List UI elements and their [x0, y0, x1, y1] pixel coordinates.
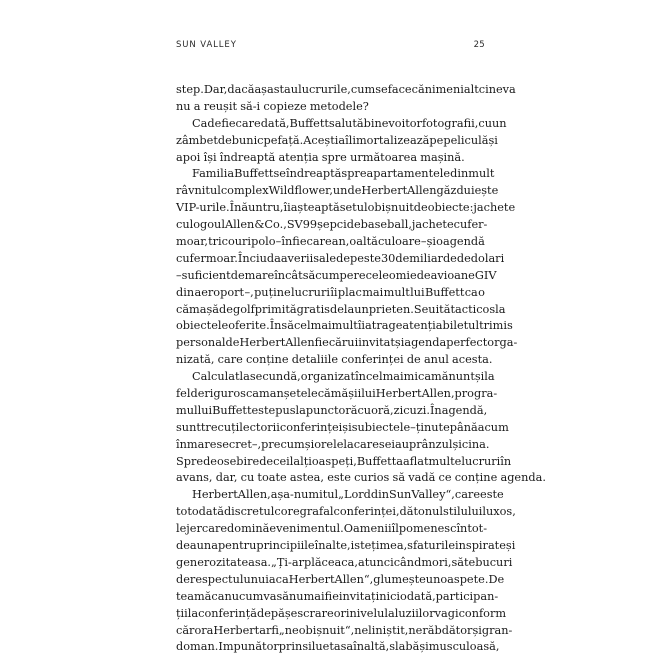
- text-line: ții la conferință depășesc rareori nivelul aluziilor vagi conform: [176, 606, 507, 620]
- text-line: personal de Herbert Allen fiecărui invitat și agenda perfect orga-: [176, 336, 518, 350]
- text-line: – suficient de mare încât să cumpere cele o mie de avioane G IV: [176, 268, 497, 282]
- text-line: în mare secret –, precum și orele la care se iau prânzul și cina.: [176, 437, 490, 451]
- text-line: obiectele oferite. Însă cel mai mult îi atrage atenția biletul trimis: [176, 319, 513, 333]
- text-line: din aeroport –, puține lucruri îi plac mai mult lui Buffett ca o: [176, 285, 485, 299]
- text-line: nizată, care conține detaliile conferinței de anul acesta.: [176, 353, 493, 367]
- text-line: Calculat la secundă, organizat în cel mai mic amănunt și la: [192, 370, 495, 384]
- text-line: Ca de fiecare dată, Buffett salută binevoitor fotografii, cu un: [192, 116, 507, 130]
- text-line: avans, dar, cu toate astea, este curios să vadă ce conține agenda.: [176, 471, 546, 485]
- page-number: 25: [473, 40, 485, 50]
- text-line: nu a reușit să-i copieze metodele?: [176, 99, 369, 113]
- text-line: teamă ca nu cumva să nu mai fie invitați niciodată, participan-: [176, 589, 499, 603]
- text-line: Herbert Allen, așa-numitul „Lord din Sun Valley“, care este: [192, 488, 504, 502]
- text-line: cu fermoar. În ciuda averii sale de peste 30 de miliarde de dolari: [176, 251, 505, 265]
- text-line: lejer care domină evenimentul. Oamenii îl pomenesc întot-: [176, 522, 488, 536]
- text-line: sunt trecuți lectorii conferinței și subiectele – ținute până acum: [176, 420, 509, 434]
- text-line: Familia Buffett se îndreaptă spre apartamentele din mult: [192, 167, 495, 181]
- text-line: cărora Herbert ar fi „neobișnuit“, neliniștit, nerăbdător și gran-: [176, 623, 513, 637]
- text-line: VIP-urile. Înăuntru, îi așteaptă setul obișnuit de obiecte: jachete: [176, 201, 516, 215]
- text-line: cu logoul Allen & Co., SV99 șepci de baseball, jachete cu fer-: [176, 218, 488, 232]
- text-line: apoi își îndreaptă atenția spre următoarea mașină.: [176, 150, 465, 164]
- text-line: deauna pentru principiile înalte, istețimea, sfaturile inspirate și: [176, 539, 516, 553]
- text-line: cămașă de golf primită gratis de la un prieten. Se uită tacticos la: [176, 302, 506, 316]
- text-line: doman. Impunător prin silueta sa înaltă, slabă și musculoasă,: [176, 640, 500, 654]
- text-line: râvnitul complex Wildflower, unde Herbert Allen găzduiește: [176, 184, 499, 198]
- text-line: totodată discretul coregraf al conferinței, dă tonul stilului luxos,: [176, 505, 516, 519]
- running-title: SUN VALLEY: [176, 40, 237, 50]
- text-line: moar, tricouri polo – în fiecare an, o altă culoare – și o agendă: [176, 235, 485, 249]
- body-text: [176, 82, 546, 656]
- text-line: generozitatea sa. „Ți-ar plăcea ca, atunci când mori, să te bucuri: [176, 555, 513, 569]
- text-line: mul lui Buffett este pus la punct oră cu oră, zi cu zi. În agendă,: [176, 403, 488, 417]
- text-line: zâmbet de bunic pe față. Aceștia îl imortalizează pe peliculă și: [176, 133, 498, 147]
- text-line: step. Dar, dacă așa stau lucrurile, cum se face că nimeni altcineva: [176, 83, 516, 96]
- text-line: fel de riguros ca manșetele cămășii lui Herbert Allen, progra-: [176, 387, 498, 401]
- running-head: [176, 40, 485, 54]
- text-line: de respectul unuia ca Herbert Allen“, glumește un oaspete. De: [176, 572, 505, 586]
- text-line: Spre deosebire de ceilalți oaspeți, Buffett a aflat multe lucruri în: [176, 454, 512, 468]
